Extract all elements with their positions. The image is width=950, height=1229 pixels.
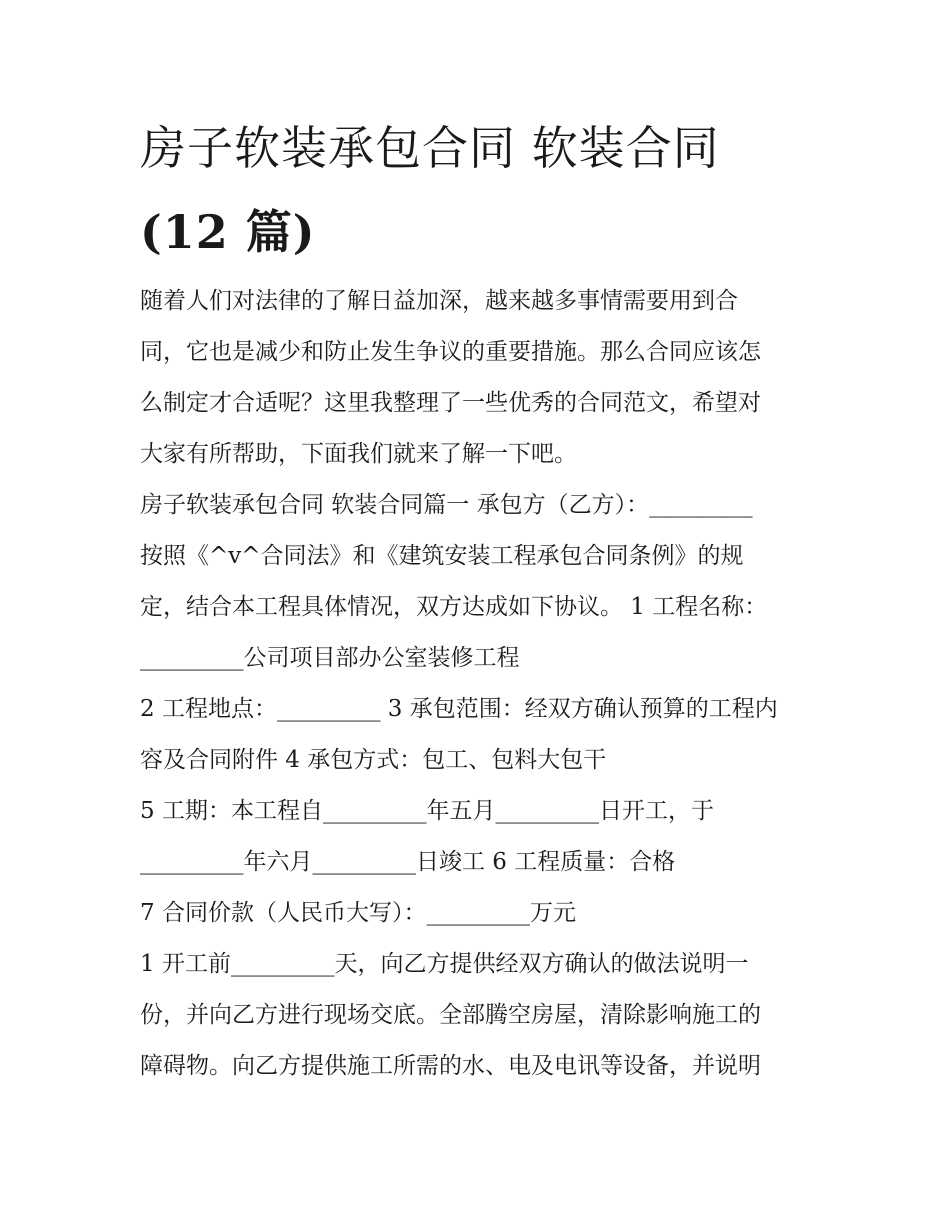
text-line: 5 工期：本工程自_________年五月_________日开工，于 bbox=[140, 798, 714, 824]
text-line: 按照《^v^合同法》和《建筑安装工程承包合同条例》的规 bbox=[140, 543, 744, 569]
text-line: 份，并向乙方进行现场交底。全部腾空房屋，清除影响施工的 bbox=[140, 1002, 761, 1028]
text-line: _________公司项目部办公室装修工程 bbox=[140, 645, 520, 671]
document-title bbox=[140, 106, 840, 274]
title-line-2: (12 篇) bbox=[140, 205, 316, 259]
text-line: 么制定才合适呢？这里我整理了一些优秀的合同范文，希望对 bbox=[140, 390, 761, 416]
text-line: 障碍物。向乙方提供施工所需的水、电及电讯等设备，并说明 bbox=[140, 1053, 761, 1079]
title-line-1: 房子软装承包合同 软装合同 bbox=[140, 121, 720, 175]
text-line: 7 合同价款（人民币大写）：_________万元 bbox=[140, 900, 576, 926]
text-line: 随着人们对法律的了解日益加深，越来越多事情需要用到合 bbox=[140, 288, 738, 314]
text-line: _________年六月_________日竣工 6 工程质量：合格 bbox=[140, 849, 676, 875]
text-line: 同，它也是减少和防止发生争议的重要措施。那么合同应该怎 bbox=[140, 339, 761, 365]
document-body bbox=[140, 276, 820, 1092]
text-line: 1 开工前_________天，向乙方提供经双方确认的做法说明一 bbox=[140, 951, 749, 977]
text-line: 2 工程地点：_________ 3 承包范围：经双方确认预算的工程内 bbox=[140, 696, 778, 722]
text-line: 大家有所帮助，下面我们就来了解一下吧。 bbox=[140, 441, 577, 467]
text-line: 容及合同附件 4 承包方式：包工、包料大包干 bbox=[140, 747, 607, 773]
text-line: 房子软装承包合同 软装合同篇一 承包方（乙方）：_________ bbox=[140, 492, 753, 518]
text-line: 定，结合本工程具体情况，双方达成如下协议。 1 工程名称： bbox=[140, 594, 768, 620]
